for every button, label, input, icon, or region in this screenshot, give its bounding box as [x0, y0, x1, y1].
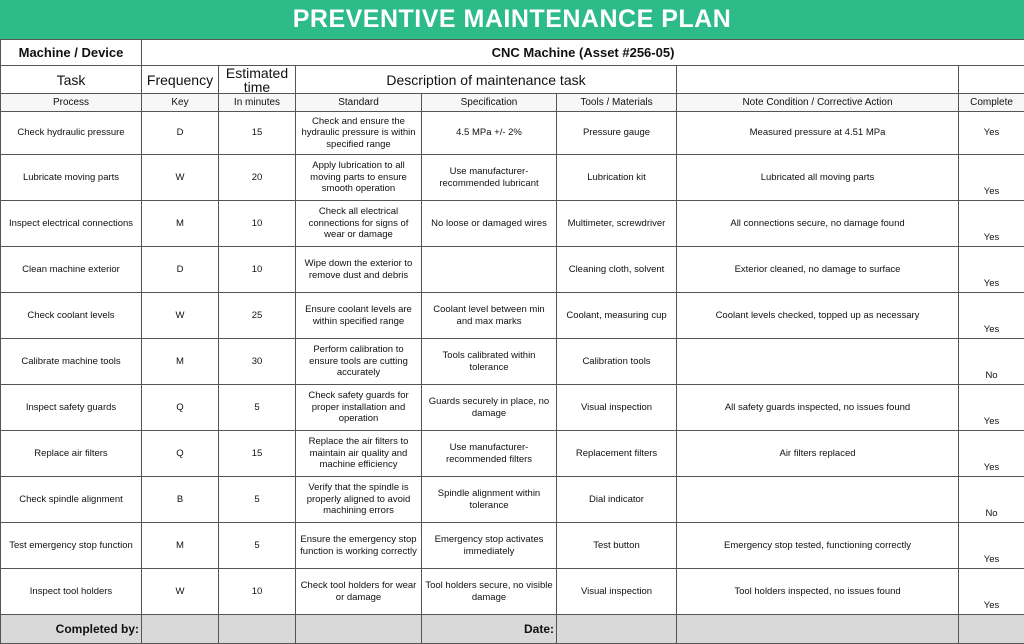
cell-specification: Emergency stop activates immediately	[422, 523, 557, 569]
cell-key: D	[142, 112, 219, 155]
cell-specification: Coolant level between min and max marks	[422, 293, 557, 339]
table-row	[1, 477, 1024, 523]
subheader-note: Note Condition / Corrective Action	[677, 94, 959, 112]
cell-key: M	[142, 201, 219, 247]
cell-minutes: 15	[219, 112, 296, 155]
asset-row	[1, 40, 1024, 66]
cell-note: Exterior cleaned, no damage to surface	[677, 247, 959, 293]
header-blank	[959, 66, 1024, 94]
cell-standard: Verify that the spindle is properly aligned to avoid machining errors	[296, 477, 422, 523]
cell-minutes: 10	[219, 247, 296, 293]
cell-complete: No	[959, 477, 1024, 523]
asset-label: Machine / Device	[1, 40, 142, 66]
subheader-complete: Complete	[959, 94, 1024, 112]
cell-tools: Lubrication kit	[557, 155, 677, 201]
cell-specification: Tool holders secure, no visible damage	[422, 569, 557, 615]
cell-note: All safety guards inspected, no issues found	[677, 385, 959, 431]
header-estimated-time: Estimated time	[219, 66, 296, 94]
header-task: Task	[1, 66, 142, 94]
cell-note: Tool holders inspected, no issues found	[677, 569, 959, 615]
cell-note	[677, 477, 959, 523]
completed-by-field[interactable]	[219, 615, 296, 644]
subheader-key: Key	[142, 94, 219, 112]
cell-minutes: 5	[219, 477, 296, 523]
subheader-tools: Tools / Materials	[557, 94, 677, 112]
subheader-minutes: In minutes	[219, 94, 296, 112]
cell-key: M	[142, 523, 219, 569]
cell-minutes: 25	[219, 293, 296, 339]
table-row	[1, 523, 1024, 569]
cell-standard: Check tool holders for wear or damage	[296, 569, 422, 615]
cell-process: Test emergency stop function	[1, 523, 142, 569]
cell-minutes: 15	[219, 431, 296, 477]
cell-specification: 4.5 MPa +/- 2%	[422, 112, 557, 155]
cell-process: Inspect safety guards	[1, 385, 142, 431]
cell-standard: Check all electrical connections for signs of wear or damage	[296, 201, 422, 247]
cell-note: Measured pressure at 4.51 MPa	[677, 112, 959, 155]
cell-tools: Cleaning cloth, solvent	[557, 247, 677, 293]
cell-tools: Visual inspection	[557, 569, 677, 615]
cell-process: Lubricate moving parts	[1, 155, 142, 201]
cell-key: W	[142, 293, 219, 339]
cell-key: B	[142, 477, 219, 523]
cell-key: Q	[142, 431, 219, 477]
cell-process: Check hydraulic pressure	[1, 112, 142, 155]
cell-process: Replace air filters	[1, 431, 142, 477]
cell-minutes: 20	[219, 155, 296, 201]
cell-note: Air filters replaced	[677, 431, 959, 477]
cell-specification: No loose or damaged wires	[422, 201, 557, 247]
cell-specification: Spindle alignment within tolerance	[422, 477, 557, 523]
cell-complete: Yes	[959, 385, 1024, 431]
header-row	[1, 66, 1024, 94]
maintenance-table	[0, 39, 1024, 644]
footer-row	[1, 615, 1024, 644]
cell-tools: Coolant, measuring cup	[557, 293, 677, 339]
subheader-row	[1, 94, 1024, 112]
cell-note: Emergency stop tested, functioning correctly	[677, 523, 959, 569]
cell-process: Inspect electrical connections	[1, 201, 142, 247]
cell-key: W	[142, 155, 219, 201]
subheader-specification: Specification	[422, 94, 557, 112]
completed-by-field[interactable]	[142, 615, 219, 644]
cell-tools: Multimeter, screwdriver	[557, 201, 677, 247]
cell-minutes: 10	[219, 201, 296, 247]
cell-note: All connections secure, no damage found	[677, 201, 959, 247]
cell-minutes: 5	[219, 523, 296, 569]
cell-process: Check coolant levels	[1, 293, 142, 339]
cell-minutes: 5	[219, 385, 296, 431]
table-row	[1, 431, 1024, 477]
cell-minutes: 10	[219, 569, 296, 615]
cell-complete: Yes	[959, 112, 1024, 155]
cell-tools: Calibration tools	[557, 339, 677, 385]
cell-specification	[422, 247, 557, 293]
cell-note	[677, 339, 959, 385]
subheader-standard: Standard	[296, 94, 422, 112]
cell-standard: Apply lubrication to all moving parts to ensure smooth operation	[296, 155, 422, 201]
header-blank	[677, 66, 959, 94]
cell-minutes: 30	[219, 339, 296, 385]
cell-specification: Tools calibrated within tolerance	[422, 339, 557, 385]
date-field[interactable]	[677, 615, 959, 644]
table-row	[1, 339, 1024, 385]
table-row	[1, 201, 1024, 247]
cell-complete: No	[959, 339, 1024, 385]
cell-standard: Check and ensure the hydraulic pressure is within specified range	[296, 112, 422, 155]
cell-complete: Yes	[959, 201, 1024, 247]
subheader-process: Process	[1, 94, 142, 112]
cell-tools: Dial indicator	[557, 477, 677, 523]
cell-standard: Replace the air filters to maintain air quality and machine efficiency	[296, 431, 422, 477]
date-field[interactable]	[557, 615, 677, 644]
cell-complete: Yes	[959, 155, 1024, 201]
cell-key: D	[142, 247, 219, 293]
table-row	[1, 112, 1024, 155]
cell-tools: Replacement filters	[557, 431, 677, 477]
page-title: PREVENTIVE MAINTENANCE PLAN	[0, 0, 1024, 39]
cell-standard: Ensure coolant levels are within specified range	[296, 293, 422, 339]
table-row	[1, 155, 1024, 201]
header-description: Description of maintenance task	[296, 66, 677, 94]
cell-standard: Perform calibration to ensure tools are cutting accurately	[296, 339, 422, 385]
cell-process: Check spindle alignment	[1, 477, 142, 523]
header-frequency: Frequency	[142, 66, 219, 94]
cell-standard: Ensure the emergency stop function is working correctly	[296, 523, 422, 569]
cell-process: Calibrate machine tools	[1, 339, 142, 385]
date-label: Date:	[422, 615, 557, 644]
cell-complete: Yes	[959, 247, 1024, 293]
table-row	[1, 385, 1024, 431]
cell-tools: Test button	[557, 523, 677, 569]
date-field[interactable]	[959, 615, 1024, 644]
cell-complete: Yes	[959, 523, 1024, 569]
table-row	[1, 293, 1024, 339]
table-row	[1, 569, 1024, 615]
table-row	[1, 247, 1024, 293]
cell-process: Inspect tool holders	[1, 569, 142, 615]
cell-standard: Check safety guards for proper installation and operation	[296, 385, 422, 431]
cell-key: M	[142, 339, 219, 385]
cell-key: Q	[142, 385, 219, 431]
completed-by-field[interactable]	[296, 615, 422, 644]
cell-complete: Yes	[959, 569, 1024, 615]
cell-tools: Pressure gauge	[557, 112, 677, 155]
cell-complete: Yes	[959, 293, 1024, 339]
cell-tools: Visual inspection	[557, 385, 677, 431]
cell-process: Clean machine exterior	[1, 247, 142, 293]
cell-key: W	[142, 569, 219, 615]
cell-note: Coolant levels checked, topped up as necessary	[677, 293, 959, 339]
cell-specification: Use manufacturer-recommended filters	[422, 431, 557, 477]
cell-complete: Yes	[959, 431, 1024, 477]
cell-standard: Wipe down the exterior to remove dust and debris	[296, 247, 422, 293]
cell-note: Lubricated all moving parts	[677, 155, 959, 201]
asset-value: CNC Machine (Asset #256-05)	[142, 40, 1024, 66]
cell-specification: Guards securely in place, no damage	[422, 385, 557, 431]
cell-specification: Use manufacturer-recommended lubricant	[422, 155, 557, 201]
completed-by-label: Completed by:	[1, 615, 142, 644]
